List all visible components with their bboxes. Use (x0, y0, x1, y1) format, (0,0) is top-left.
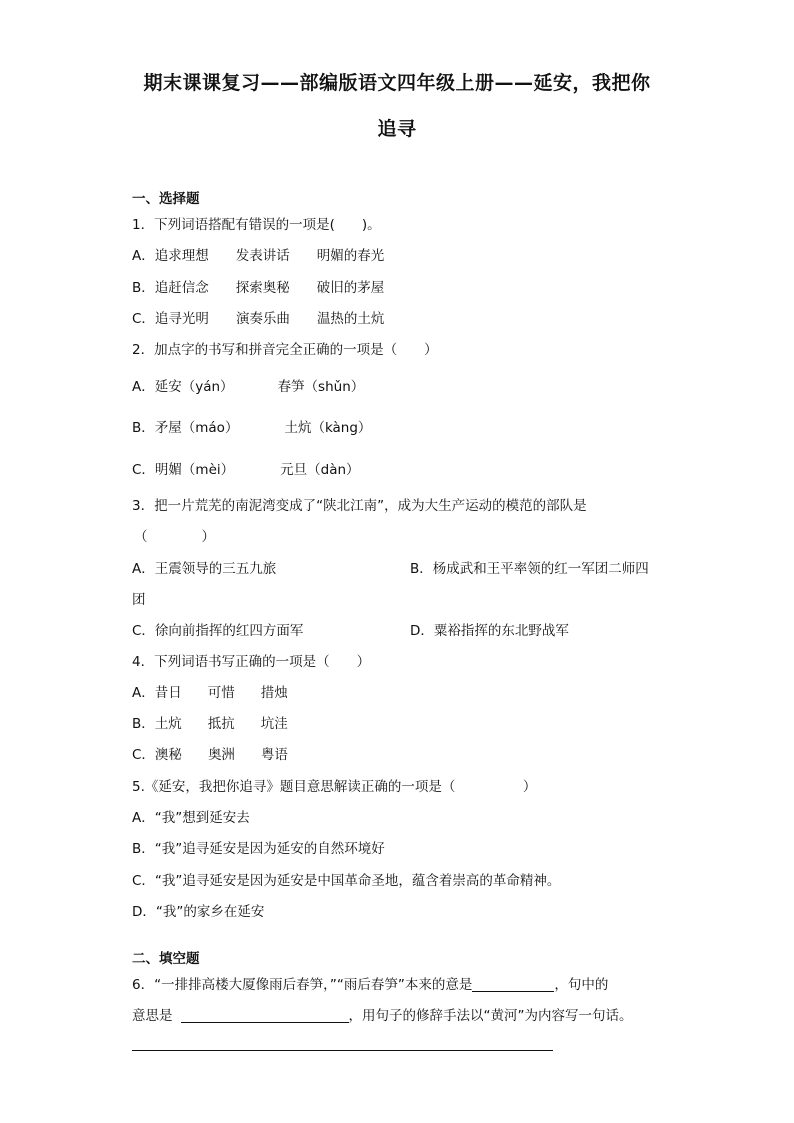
title-line-2: 追寻 (377, 118, 417, 140)
q6-part-2: ，句中的 (554, 977, 609, 993)
q1-option-a (132, 244, 384, 264)
q1-c-3: 温热的土炕 (316, 311, 385, 327)
section-heading-choice: 一、选择题 (132, 191, 200, 207)
q6-answer-line[interactable] (132, 1050, 553, 1051)
q1-c-2: 演奏乐曲 (235, 311, 290, 327)
q4-a-3: 措烛 (260, 685, 288, 701)
q2-a-1: A．延安（yán） (132, 379, 234, 395)
q2-c-1: C．明媚（mèi） (132, 462, 235, 478)
q1-b-3: 破旧的茅屋 (316, 280, 385, 296)
q3-paren: （ ） (134, 529, 215, 545)
q1-b-2: 探索奥秘 (235, 280, 290, 296)
q1-a-3: 明媚的春光 (316, 248, 385, 264)
q2-option-b (132, 416, 371, 436)
q3-option-d: D．粟裕指挥的东北野战军 (410, 623, 569, 639)
q6-blank-1[interactable] (472, 977, 554, 992)
q4-b-2: 抵抗 (207, 716, 235, 732)
q2-option-a (132, 375, 364, 395)
q4-c-3: 粤语 (260, 747, 288, 763)
q3-option-a: A．王震领导的三五九旅 (132, 561, 277, 577)
q6-line-1 (132, 973, 608, 993)
q6-line-2 (132, 1004, 633, 1024)
q4-b-3: 坑洼 (260, 716, 288, 732)
q4-option-c (132, 743, 288, 763)
q2-stem: 2．加点字的书写和拼音完全正确的一项是（ ） (132, 342, 438, 358)
q4-option-b (132, 712, 288, 732)
q2-b-2: 土炕（kàng） (284, 420, 372, 436)
q4-c-2: 奥洲 (207, 747, 235, 763)
q1-option-c (132, 307, 384, 327)
q6-part-1: 6．“一排排高楼大厦像雨后春笋，”“雨后春笋”本来的意是 (132, 977, 473, 993)
q4-b-1: B．土炕 (132, 716, 182, 732)
q1-stem: 1．下列词语搭配有错误的一项是( )。 (132, 217, 381, 233)
q3-option-b-cont: 团 (132, 592, 146, 608)
q1-option-b (132, 276, 384, 296)
q2-option-c (132, 458, 360, 478)
q3-stem: 3．把一片荒芜的南泥湾变成了“陕北江南”，成为大生产运动的模范的部队是 (132, 498, 587, 514)
q3-option-b: B．杨成武和王平率领的红一军团二师四 (410, 561, 649, 577)
q2-c-2: 元旦（dàn） (280, 462, 360, 478)
q4-stem: 4．下列词语书写正确的一项是（ ） (132, 654, 371, 670)
q2-b-1: B．矛屋（máo） (132, 420, 239, 436)
q1-c-1: C．追寻光明 (132, 311, 209, 327)
q6-part-3: 意思是 (132, 1008, 173, 1024)
q4-c-1: C．澳秘 (132, 747, 182, 763)
q5-option-c: C．“我”追寻延安是因为延安是中国革命圣地，蕴含着崇高的革命精神。 (132, 873, 561, 889)
q2-a-2: 春笋（shǔn） (277, 379, 365, 395)
q1-a-1: A．追求理想 (132, 248, 209, 264)
q4-a-1: A．昔日 (132, 685, 182, 701)
q5-option-a: A．“我”想到延安去 (132, 810, 250, 826)
q1-b-1: B．追赶信念 (132, 280, 209, 296)
q6-part-4: ，用句子的修辞手法以“黄河”为内容写一句话。 (348, 1008, 633, 1024)
q5-stem: 5.《延安，我把你追寻》题目意思解读正确的一项是（ ） (132, 779, 537, 795)
q5-option-b: B．“我”追寻延安是因为延安的自然环境好 (132, 841, 385, 857)
q3-option-c: C．徐向前指挥的红四方面军 (132, 623, 304, 639)
title-line-1: 期末课课复习——部编版语文四年级上册——延安，我把你 (143, 72, 651, 94)
q4-option-a (132, 681, 288, 701)
section-heading-fill: 二、填空题 (132, 951, 200, 967)
q5-option-d: D．“我”的家乡在延安 (132, 904, 265, 920)
q4-a-2: 可惜 (207, 685, 235, 701)
q1-a-2: 发表讲话 (235, 248, 290, 264)
q6-blank-2[interactable] (181, 1008, 349, 1023)
